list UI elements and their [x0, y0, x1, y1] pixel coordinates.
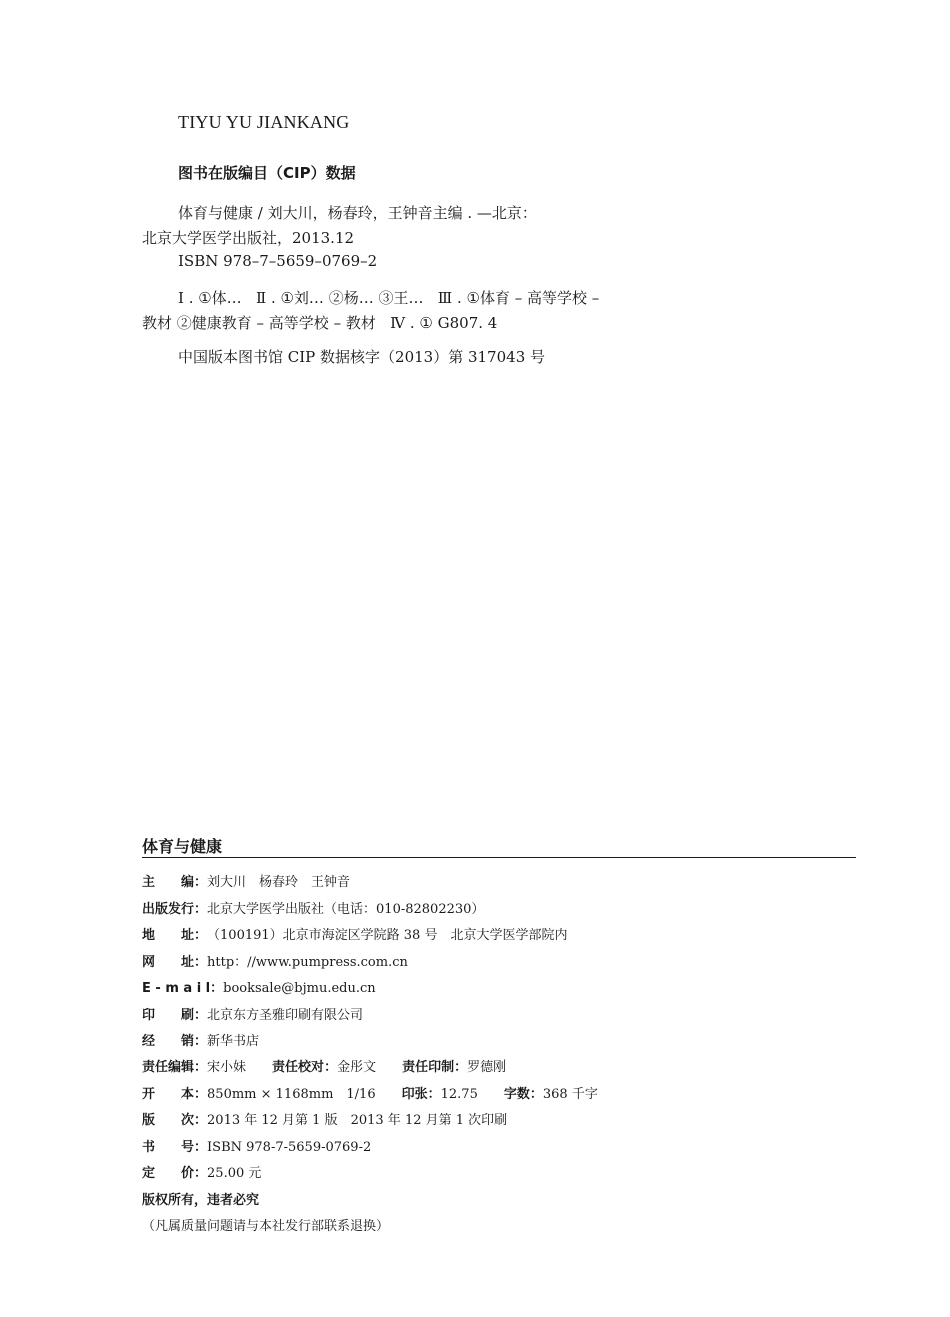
website-label: 网 址	[142, 955, 195, 970]
email-label: E - m a i l	[142, 981, 211, 996]
words-label: 字数	[503, 1087, 530, 1102]
resp-editor-value: 宋小妹	[207, 1060, 247, 1075]
cip-heading: 图书在版编目（CIP）数据	[178, 164, 356, 182]
info-row-format: 开 本 ： 850mm × 1168mm 1/16 印张 ： 12.75 字数 ： 368 千字	[142, 1083, 598, 1102]
printer-value: 北京东方圣雅印刷有限公司	[207, 1008, 364, 1023]
cip-line-title: 体育与健康 / 刘大川，杨春玲，王钟音主编 . —北京：	[178, 204, 537, 222]
words-value: 368 千字	[542, 1087, 598, 1102]
cip-line-classification-cont: 教材 ②健康教育 – 高等学校 – 教材 Ⅳ . ① G807. 4	[142, 314, 498, 332]
sheets-value: 12.75	[440, 1087, 478, 1102]
info-row-editors: 主 编 ： 刘大川 杨春玲 王钟音	[142, 871, 350, 890]
cip-line-isbn: ISBN 978–7–5659–0769–2	[178, 252, 378, 270]
cip-line-publisher: 北京大学医学出版社，2013.12	[142, 229, 355, 247]
distributor-label: 经 销	[142, 1034, 195, 1049]
title-rule	[142, 857, 856, 858]
print-resp-value: 罗德刚	[467, 1060, 507, 1075]
info-row-distributor: 经 销 ： 新华书店	[142, 1030, 259, 1049]
info-row-printer: 印 刷 ： 北京东方圣雅印刷有限公司	[142, 1004, 363, 1023]
cip-line-classification: Ⅰ . ①体… Ⅱ . ①刘… ②杨… ③王… Ⅲ . ①体育 – 高等学校 –	[178, 289, 600, 307]
address-value: （100191）北京市海淀区学院路 38 号 北京大学医学部院内	[207, 928, 568, 943]
info-row-isbn: 书 号 ： ISBN 978-7-5659-0769-2	[142, 1136, 371, 1155]
resp-editor-label: 责任编辑	[142, 1060, 195, 1075]
info-row-edition: 版 次 ： 2013 年 12 月第 1 版 2013 年 12 月第 1 次印刷	[142, 1109, 507, 1128]
info-row-responsibility: 责任编辑 ： 宋小妹 责任校对 ： 金彤文 责任印制 ： 罗德刚	[142, 1056, 506, 1075]
rights-notice: 版权所有，违者必究	[142, 1193, 260, 1208]
book-title: 体育与健康	[142, 837, 223, 856]
address-label: 地 址	[142, 928, 195, 943]
distributor-value: 新华书店	[207, 1034, 260, 1049]
quality-notice: （凡属质量问题请与本社发行部联系退换）	[142, 1219, 390, 1234]
edition-value: 2013 年 12 月第 1 版 2013 年 12 月第 1 次印刷	[207, 1113, 508, 1128]
proofread-value: 金彤文	[337, 1060, 377, 1075]
info-row-publisher: 出版发行 ： 北京大学医学出版社（电话：010-82802230）	[142, 898, 484, 917]
info-row-address: 地 址 ： （100191）北京市海淀区学院路 38 号 北京大学医学部院内	[142, 924, 567, 943]
price-value: 25.00 元	[207, 1166, 262, 1181]
editors-label: 主 编	[142, 875, 195, 890]
proofread-label: 责任校对	[272, 1060, 325, 1075]
sheets-label: 印张	[401, 1087, 428, 1102]
price-label: 定 价	[142, 1166, 195, 1181]
print-resp-label: 责任印制	[402, 1060, 455, 1075]
email-value: booksale@bjmu.edu.cn	[223, 981, 376, 996]
editors-value: 刘大川 杨春玲 王钟音	[207, 875, 351, 890]
edition-label: 版 次	[142, 1113, 195, 1128]
publisher-label: 出版发行	[142, 902, 195, 917]
format-value: 850mm × 1168mm 1/16	[207, 1087, 376, 1102]
isbn-label: 书 号	[142, 1140, 195, 1155]
format-label: 开 本	[142, 1087, 195, 1102]
cip-line-data-number: 中国版本图书馆 CIP 数据核字（2013）第 317043 号	[178, 348, 546, 366]
info-row-website: 网 址 ： http：//www.pumpress.com.cn	[142, 951, 408, 970]
publisher-value: 北京大学医学出版社（电话：010-82802230）	[207, 902, 485, 917]
website-value: http：//www.pumpress.com.cn	[207, 955, 408, 970]
isbn-value: ISBN 978-7-5659-0769-2	[207, 1140, 372, 1155]
printer-label: 印 刷	[142, 1008, 195, 1023]
info-row-price: 定 价 ： 25.00 元	[142, 1162, 261, 1181]
romanized-title: TIYU YU JIANKANG	[178, 112, 350, 132]
info-row-email: E - m a i l ： booksale@bjmu.edu.cn	[142, 981, 376, 996]
